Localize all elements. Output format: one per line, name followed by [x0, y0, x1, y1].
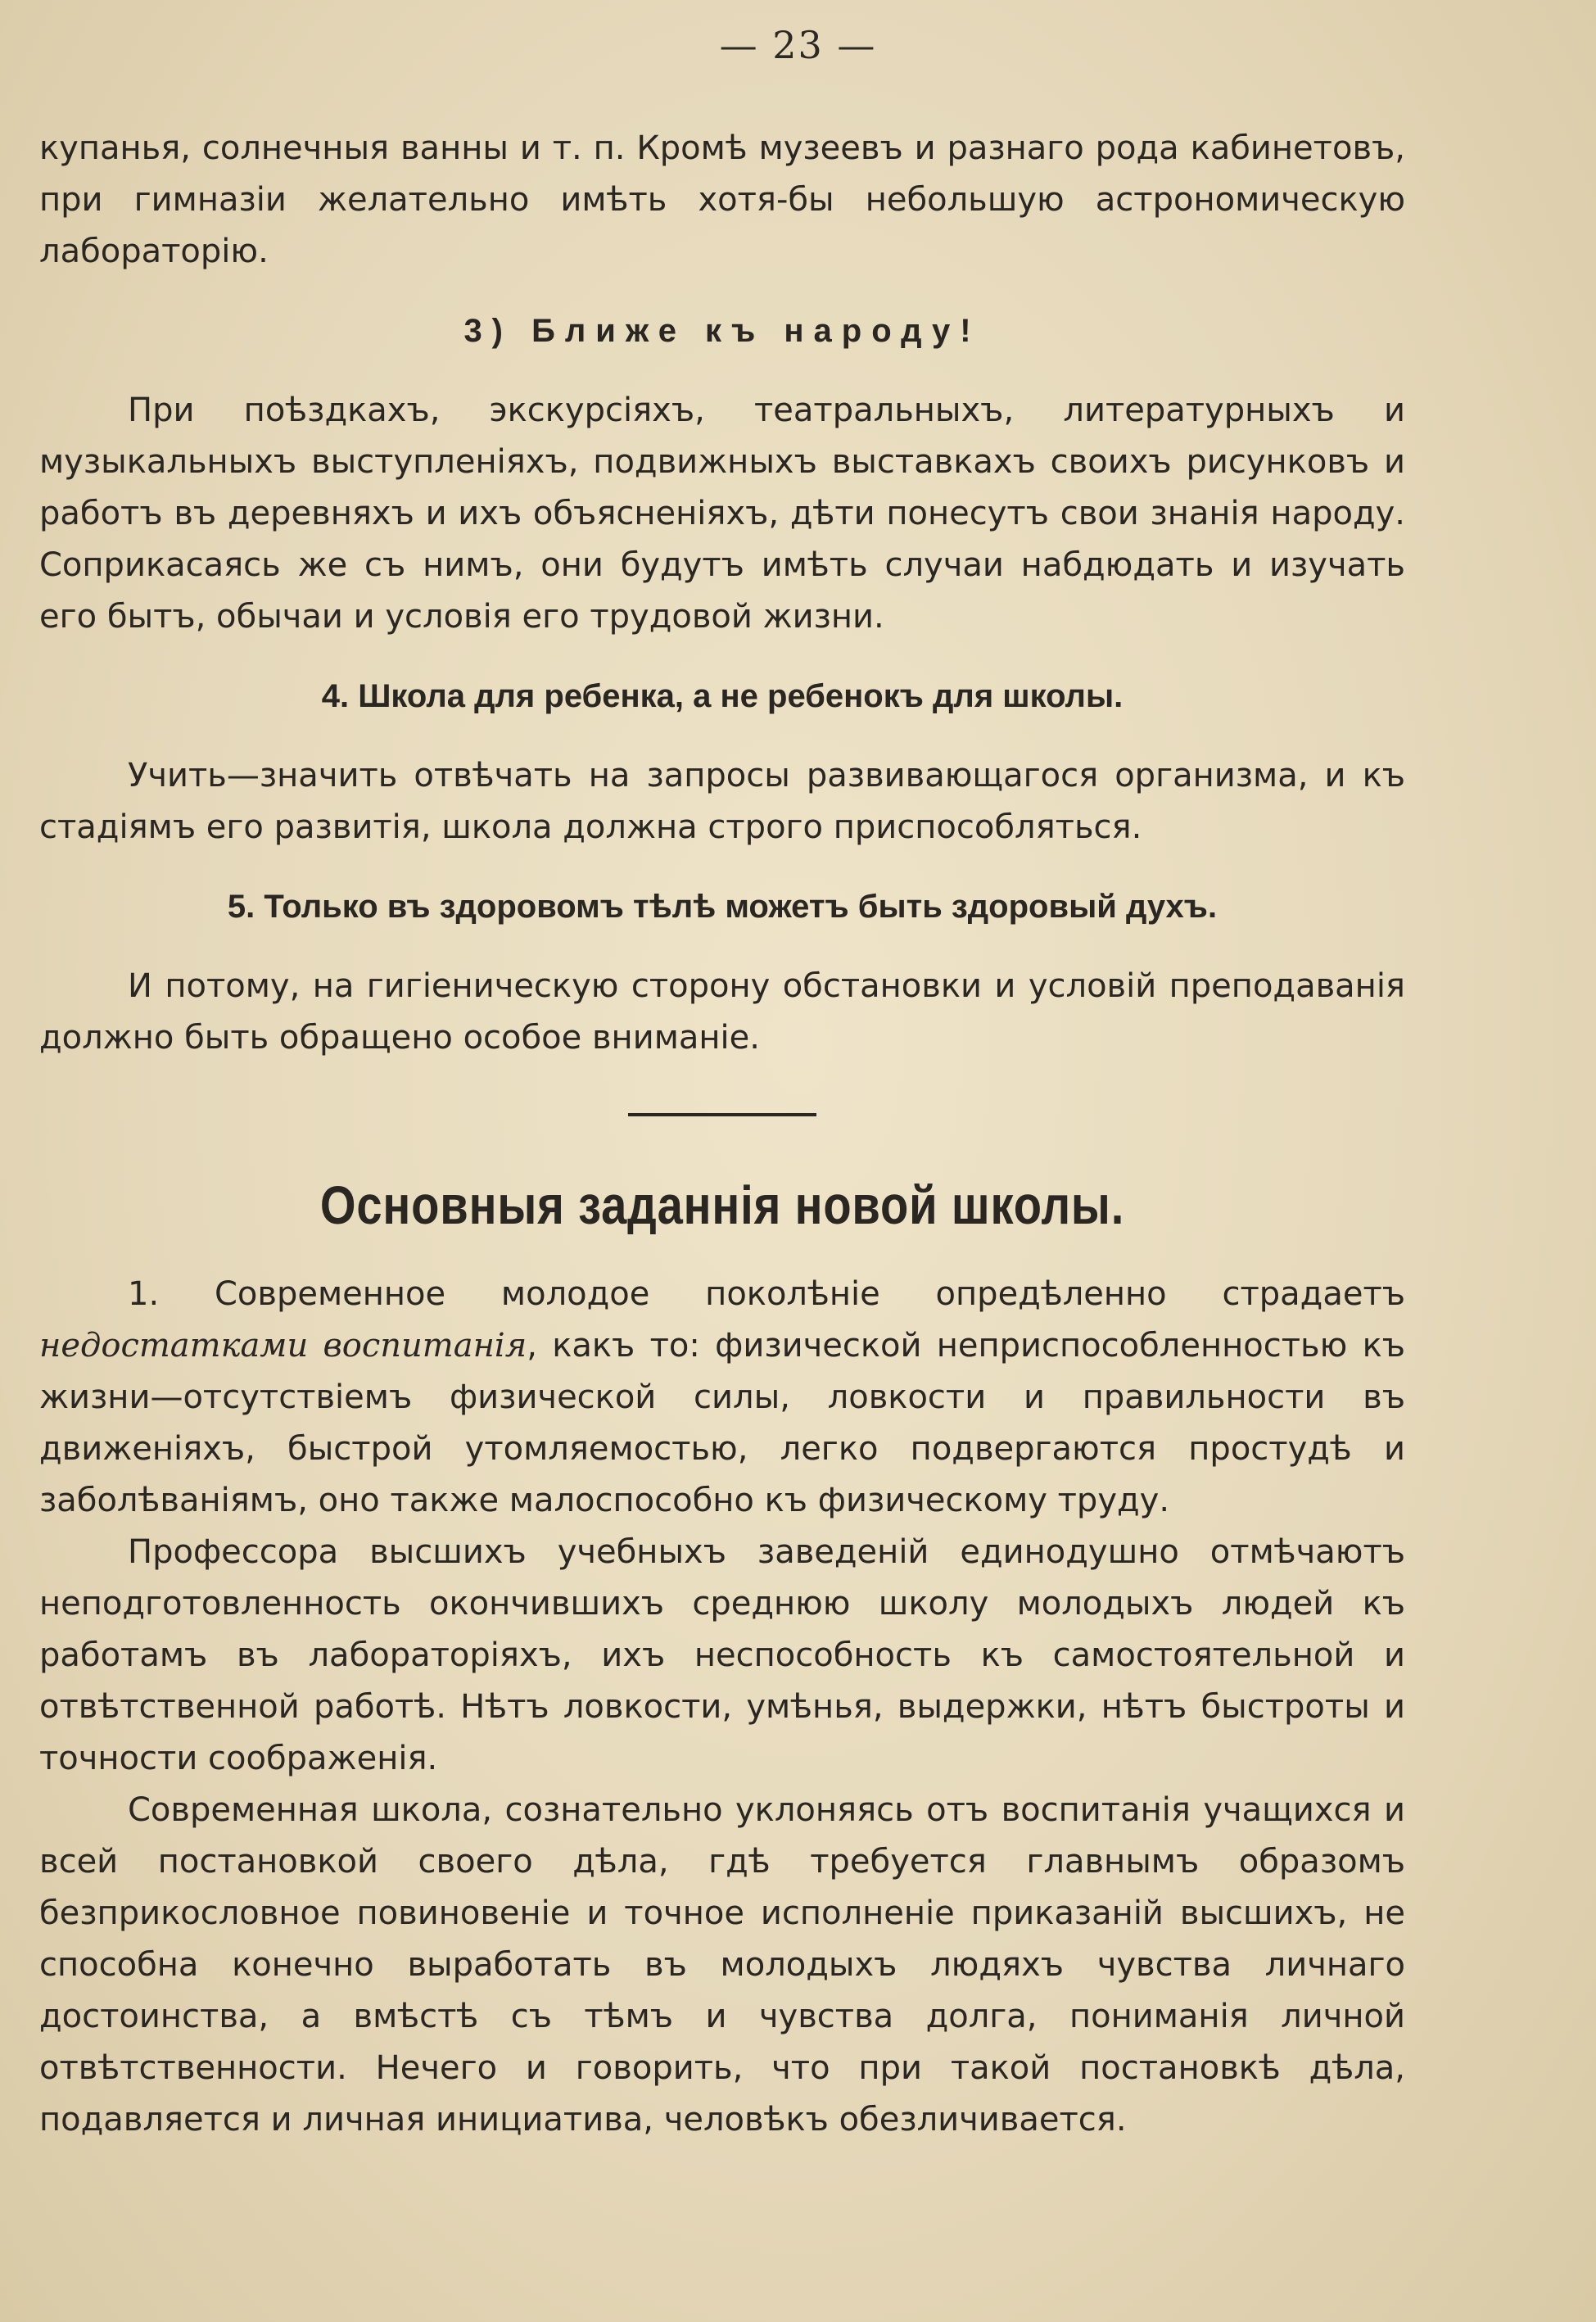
section-5-paragraph: И потому, на гигіеническую сторону обстановки и условій преподаванія должно быть обращено особое вниманіе. — [39, 967, 1405, 1057]
section-4-heading: 4. Школа для ребенка, а не ребенокъ для школы. — [321, 678, 1124, 714]
section-3-heading: 3) Ближе къ народу! — [463, 313, 981, 349]
section-4-paragraph: Учить—значить отвѣчать на запросы развивающагося организма, и къ стадіямъ его развитія, школа должна строго приспособляться. — [39, 757, 1405, 846]
section-5-heading: 5. Только въ здоровомъ тѣлѣ можетъ быть здоровый духъ. — [227, 889, 1218, 925]
main-paragraph-1-start: 1. Современное молодое поколѣніе опредѣленно страдаетъ — [128, 1275, 1405, 1313]
main-paragraph-1 — [39, 1269, 1405, 1527]
intro-paragraph: купанья, солнечныя ванны и т. п. Кромѣ музеевъ и разнаго рода кабинетовъ, при гимназіи желательно имѣть хотя-бы небольшую астрономическую лабораторію. — [39, 129, 1405, 270]
main-paragraph-1-emphasis: недостатками воспитанія — [39, 1327, 527, 1365]
main-paragraph-3: Современная школа, сознательно уклоняясь отъ воспитанія учащихся и всей постановкой своего дѣла, гдѣ требуется главнымъ образомъ безприкословное повиновеніе и точное исполненіе приказаній высшихъ, не способна конечно выработать въ молодыхъ людяхъ чувства личнаго достоинства, а вмѣстѣ съ тѣмъ и чувства долга, пониманія личной отвѣтственности. Нечего и говорить, что при такой постановкѣ дѣла, подавляется и личная инициатива, человѣкъ обезличивается. — [39, 1791, 1405, 2139]
page-number: — 23 — — [719, 23, 877, 67]
main-title: Основныя заданнія новой школы. — [319, 1175, 1125, 1235]
section-divider — [628, 1113, 816, 1116]
main-paragraph-1-end: , какъ то: физической неприспособленностью къ жизни—отсутствіемъ физической силы, ловкости и правильности въ движеніяхъ, быстрой утомляемостью, легко подвергаются простудѣ и заболѣваніямъ, оно также малоспособно къ физическому труду. — [39, 1327, 1405, 1519]
page-content — [39, 123, 1405, 2146]
section-3-paragraph: При поѣздкахъ, экскурсіяхъ, театральныхъ, литературныхъ и музыкальныхъ выступленіяхъ, подвижныхъ выставкахъ своихъ рисунковъ и работъ въ деревняхъ и ихъ объясненіяхъ, дѣти понесутъ свои знанія народу. Соприкасаясь же съ нимъ, они будутъ имѣть случаи набдюдать и изучать его бытъ, обычаи и условія его трудовой жизни. — [39, 392, 1405, 636]
main-paragraph-2: Профессора высшихъ учебныхъ заведеній единодушно отмѣчаютъ неподготовленность окончившихъ среднюю школу молодыхъ людей къ работамъ въ лабораторіяхъ, ихъ неспособность къ самостоятельной и отвѣтственной работѣ. Нѣтъ ловкости, умѣнья, выдержки, нѣтъ быстроты и точности соображенія. — [39, 1533, 1405, 1777]
